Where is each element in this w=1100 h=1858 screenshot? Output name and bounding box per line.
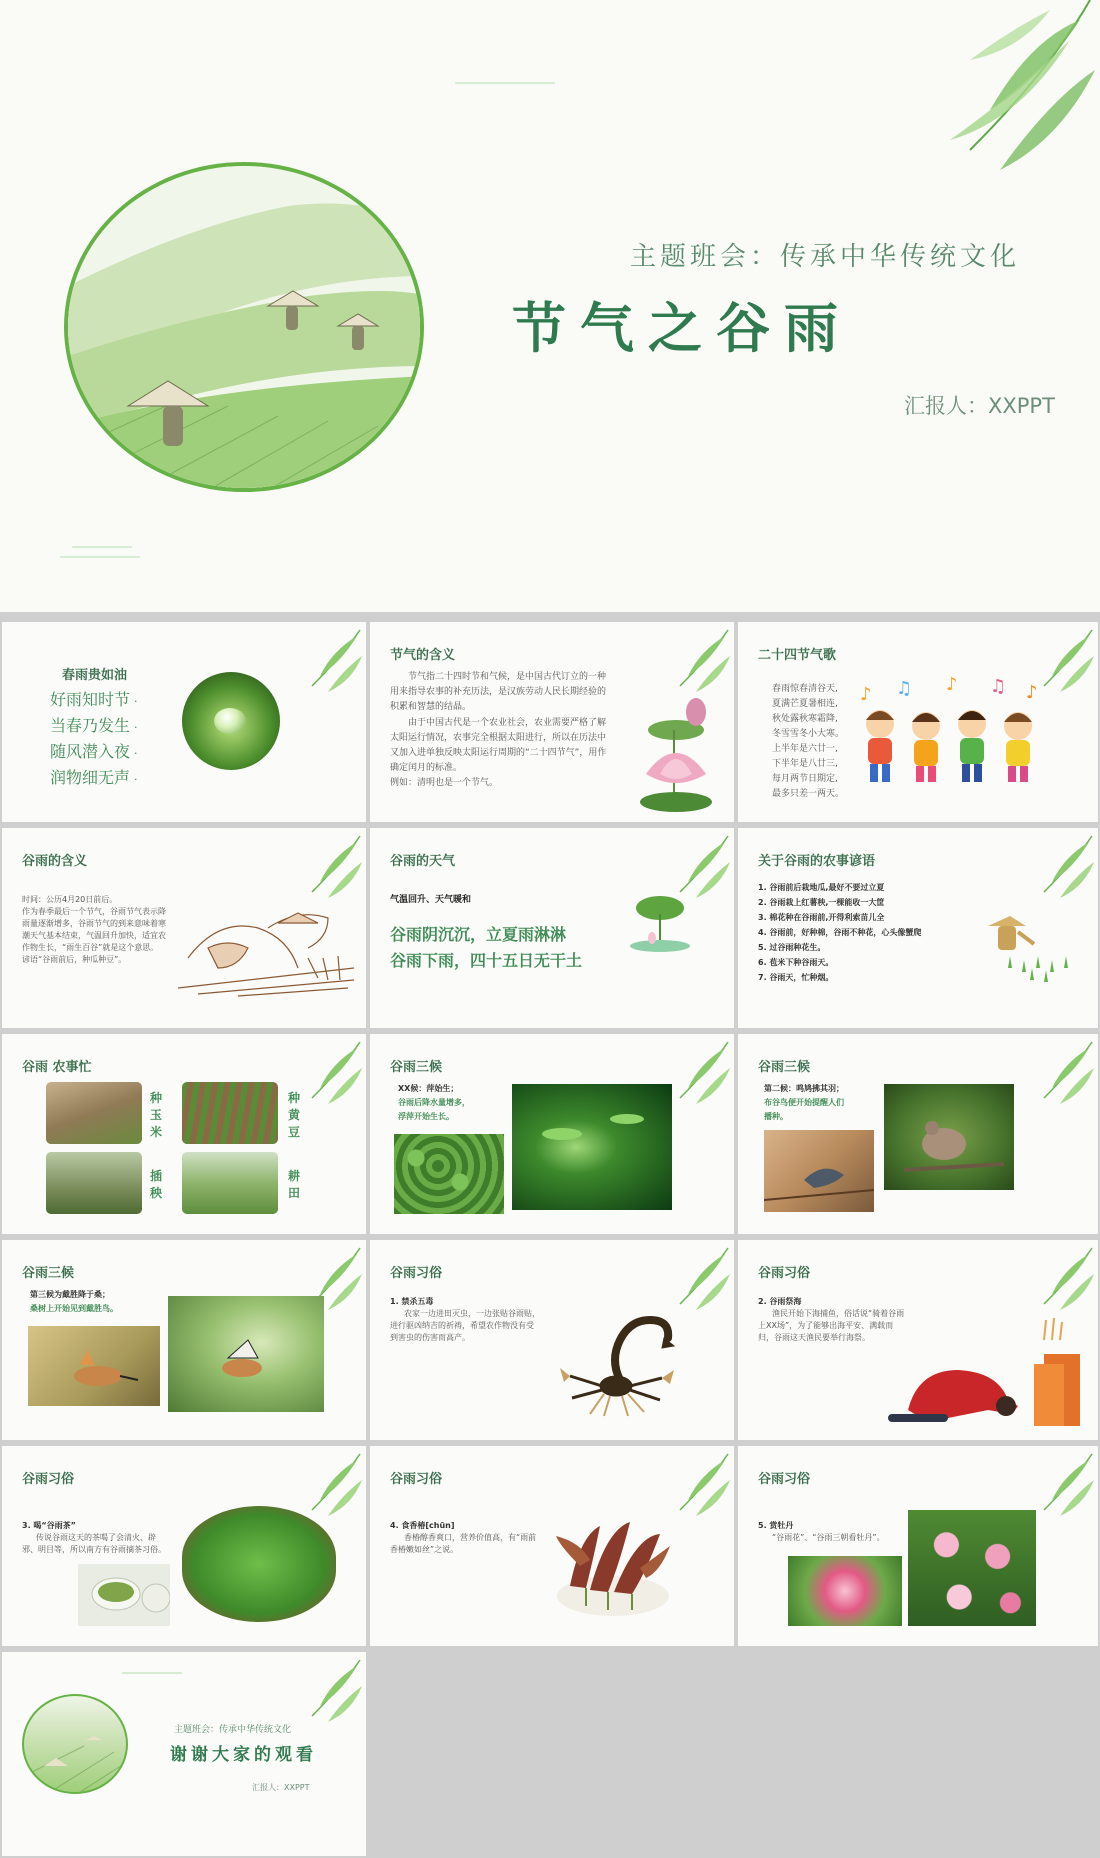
slide-title: 二十四节气歌 (758, 648, 837, 663)
subtitle-main: 传承中华传统文化 (219, 1725, 292, 1735)
poem-line: 当春乃发生 · (50, 716, 138, 735)
decor-line (72, 546, 132, 548)
farmers-sketch (178, 888, 354, 998)
photo-soybean-field (182, 1082, 278, 1144)
slide-custom-poison[interactable] (370, 1240, 734, 1440)
subtitle-separator: ： (210, 1725, 220, 1735)
paragraph: 时间：公历4月20日前后。 作为春季最后一个节气，谷雨节气表示降雨量逐渐增多，谷雨节气的到来意味着寒潮天气基本结束，气温回升加快，适宜农作物生长，“雨生百谷”就是这个意思。 谚语“谷雨前后，种瓜种豆”。 (22, 895, 166, 964)
slide-custom-toon[interactable] (370, 1446, 734, 1646)
paragraph: 由于中国古代是一个农业社会，农业需要严格了解太阳运行情况，农事完全根据太阳进行，所以在历法中又加入进单独反映太阳运行周期的“二十四节气”，用作确定闰月的标准。 (390, 718, 607, 773)
rice-field-illustration (64, 162, 424, 492)
photo-duckweed (394, 1134, 504, 1214)
photo-turtle-dove (884, 1084, 1014, 1190)
list-item: 1. 谷雨前后栽地瓜,最好不要过立夏 (758, 883, 885, 892)
list-item: 5. 过谷雨种花生。 (758, 943, 826, 952)
label-soybean: 种黄豆 (288, 1091, 301, 1139)
bamboo-leaf-icon (302, 1038, 364, 1108)
slide-farming-proverbs[interactable] (738, 828, 1098, 1028)
lotus-icon (626, 692, 726, 817)
slide-three-phenologies-2[interactable] (738, 1034, 1098, 1234)
water-drop-icon (182, 672, 280, 770)
list-item: 6. 苞米下种谷雨天。 (758, 958, 834, 967)
music-note-icon: ♫ (990, 676, 1007, 697)
slide-title: 谷雨习俗 (22, 1472, 75, 1487)
slide-guyu-weather[interactable] (370, 828, 734, 1028)
kneeling-worship-illustration (888, 1310, 1094, 1430)
slide-title: 谷雨习俗 (390, 1266, 443, 1281)
bamboo-leaf-icon (670, 1450, 732, 1520)
subtitle-prefix: 主题班会 (630, 242, 751, 272)
subtitle-main: 传承中华传统文化 (780, 242, 1021, 272)
song-line: 上半年是六廿一, (772, 744, 838, 754)
music-note-icon: ♪ (1026, 682, 1038, 703)
bamboo-leaf-icon (1034, 1244, 1096, 1314)
song-line: 夏满芒夏暑相连, (772, 699, 838, 709)
photo-hoopoe-ground (28, 1326, 160, 1406)
phenology-text: 第二候：鸣鸠拂其羽； 布谷鸟便开始提醒人们 播种。 (764, 1084, 844, 1121)
empty-area (370, 1652, 1100, 1858)
custom-text: 3. 喝“谷雨茶” 传说谷雨这天的茶喝了会清火、辟邪、明目等，所以南方有谷雨摘茶习俗。 (22, 1521, 166, 1554)
photo-cuckoo (764, 1130, 874, 1212)
slide-title: 谷雨的含义 (22, 854, 88, 869)
poem-line: 好雨知时节 · (50, 690, 138, 709)
slide-thank-you[interactable] (2, 1652, 366, 1856)
cover-title: 节气之谷雨 (512, 297, 852, 360)
slide-title: 谷雨习俗 (758, 1266, 811, 1281)
slide-title: 谷雨三候 (758, 1060, 811, 1075)
photo-rice-transplanting (46, 1152, 142, 1214)
bamboo-leaf-icon (1034, 1038, 1096, 1108)
slide-spring-rain[interactable] (2, 622, 366, 822)
reporter-separator: ： (967, 394, 988, 418)
proverb-list (758, 880, 921, 985)
slide-title: 谷雨的天气 (390, 854, 456, 869)
label-corn: 种玉米 (150, 1091, 163, 1139)
singing-children-illustration (850, 672, 1090, 792)
bamboo-leaf-icon (302, 626, 364, 696)
reporter-label: 汇报人 (252, 1783, 276, 1792)
lotus-pad-icon (620, 888, 700, 958)
paragraph: 节气指二十四时节和气候，是中国古代订立的一种用来指导农事的补充历法，是汉族劳动人民长期经验的积累和智慧的结晶。 (390, 672, 607, 712)
slide-three-phenologies-3[interactable] (2, 1240, 366, 1440)
photo-tea-cup (78, 1564, 170, 1626)
teapot-icon (78, 1564, 170, 1626)
photo-plowing (182, 1152, 278, 1214)
music-note-icon: ♫ (896, 678, 913, 699)
poem-lines (50, 688, 138, 792)
cover-reporter (904, 390, 1055, 420)
slide-custom-sea-sacrifice[interactable] (738, 1240, 1098, 1440)
decor-line (122, 1672, 182, 1674)
reporter-name: XXPPT (284, 1783, 310, 1792)
bamboo-leaf-icon (670, 1038, 732, 1108)
song-line: 秋处露秋寒霜降, (772, 714, 838, 724)
custom-text: 1. 禁杀五毒 农家一边进田灭虫，一边张贴谷雨贴，进行驱凶纳吉的祈祷，希望农作物没有受到害虫的伤害而高产。 (390, 1297, 540, 1342)
bamboo-leaf-icon (302, 1450, 364, 1520)
reporter-separator: ： (276, 1783, 284, 1792)
weather-proverb: 谷雨阴沉沉，立夏雨淋淋 (390, 925, 567, 944)
label-plow: 耕田 (288, 1169, 301, 1200)
slide-title: 谷雨 农事忙 (22, 1060, 92, 1075)
final-subtitle (174, 1722, 291, 1735)
song-line: 冬雪雪冬小大寒。 (772, 729, 845, 739)
photo-corn-planting (46, 1082, 142, 1144)
list-item: 2. 谷雨栽上红薯秧,一棵能收一大筐 (758, 898, 885, 907)
slide-heading: 春雨贵如油 (62, 668, 128, 683)
rice-field-illustration (22, 1694, 128, 1794)
music-note-icon: ♪ (860, 684, 872, 705)
slide-busy-farming[interactable] (2, 1034, 366, 1234)
song-line: 下半年是八廿三, (772, 759, 838, 769)
paragraph: 例如：清明也是一个节气。 (390, 778, 499, 788)
slide-custom-peony[interactable] (738, 1446, 1098, 1646)
bamboo-leaf-icon (302, 1656, 364, 1726)
phenology-text: 第三候为戴胜降于桑； 桑树上开始见到戴胜鸟。 (30, 1290, 118, 1313)
custom-text: 2. 谷雨祭海 渔民开始下海捕鱼，俗话说“骑着谷雨上XX场”，为了能够出海平安、满载而归，谷雨这天渔民要举行海祭。 (758, 1297, 905, 1342)
phenology-text: XX候：萍始生； 谷雨后降水量增多， 浮萍开始生长。 (398, 1084, 470, 1121)
music-note-icon: ♪ (946, 674, 958, 695)
bamboo-leaf-icon (1034, 832, 1096, 902)
subtitle-prefix: 主题班会 (174, 1725, 211, 1735)
subtitle-separator: ： (750, 242, 781, 272)
custom-text: 5. 赏牡丹 “谷雨花”、“谷雨三朝看牡丹”。 (758, 1521, 885, 1542)
weather-summary: 气温回升、天气暖和 (390, 895, 472, 905)
song-lines (772, 682, 844, 802)
song-line: 春雨惊春清谷天, (772, 684, 838, 694)
scorpion-icon (550, 1290, 690, 1420)
list-item: 4. 谷雨前，好种棉，谷雨不种花，心头像蟹爬 (758, 928, 922, 937)
custom-text: 4. 食香椿[chūn] 香椿醇香爽口，营养价值高，有“雨前香椿嫩如丝”之说。 (390, 1521, 537, 1554)
reporter-label: 汇报人 (904, 394, 967, 418)
label-rice: 插秧 (150, 1169, 163, 1200)
farmer-planting-illustration (978, 908, 1088, 988)
slide-24-terms-song[interactable] (738, 622, 1098, 822)
photo-tea-leaves-basket (182, 1506, 336, 1622)
slide-title: 关于谷雨的农事谚语 (758, 854, 876, 869)
cover-subtitle (630, 236, 1020, 273)
photo-peony-bush (908, 1510, 1036, 1626)
list-item: 3. 棉花种在谷雨前,开得利索苗儿全 (758, 913, 885, 922)
song-line: 每月两节日期定, (772, 774, 838, 784)
photo-hoopoe-flying (168, 1296, 324, 1412)
list-item: 7. 谷雨天，忙种烟。 (758, 973, 834, 982)
slide-title: 谷雨习俗 (758, 1472, 811, 1487)
photo-floating-leaves (512, 1084, 672, 1210)
slide-three-phenologies-1[interactable] (370, 1034, 734, 1234)
poem-line: 润物细无声 · (50, 768, 138, 787)
poem-line: 随风潜入夜 · (50, 742, 138, 761)
bamboo-leaf-icon (1034, 1450, 1096, 1520)
slide-title: 谷雨三候 (390, 1060, 443, 1075)
slide-title: 谷雨三候 (22, 1266, 75, 1281)
weather-proverb: 谷雨下雨，四十五日无干土 (390, 951, 583, 970)
bamboo-leaf-icon (670, 626, 732, 696)
final-reporter (252, 1782, 310, 1793)
decor-line (455, 82, 555, 84)
slide-custom-tea[interactable] (2, 1446, 366, 1646)
slide-guyu-meaning[interactable] (2, 828, 366, 1028)
photo-peony (788, 1556, 902, 1626)
bamboo-leaf-icon (930, 0, 1100, 180)
slide-title: 节气的含义 (390, 648, 456, 663)
reporter-name: XXPPT (988, 394, 1055, 418)
cover-slide[interactable] (0, 0, 1100, 612)
decor-line (60, 556, 140, 558)
song-line: 最多只差一两天。 (772, 789, 845, 799)
final-title: 谢谢大家的观看 (170, 1745, 317, 1765)
toon-sprouts-illustration (550, 1506, 676, 1624)
slide-solar-term-meaning[interactable] (370, 622, 734, 822)
slide-title: 谷雨习俗 (390, 1472, 443, 1487)
